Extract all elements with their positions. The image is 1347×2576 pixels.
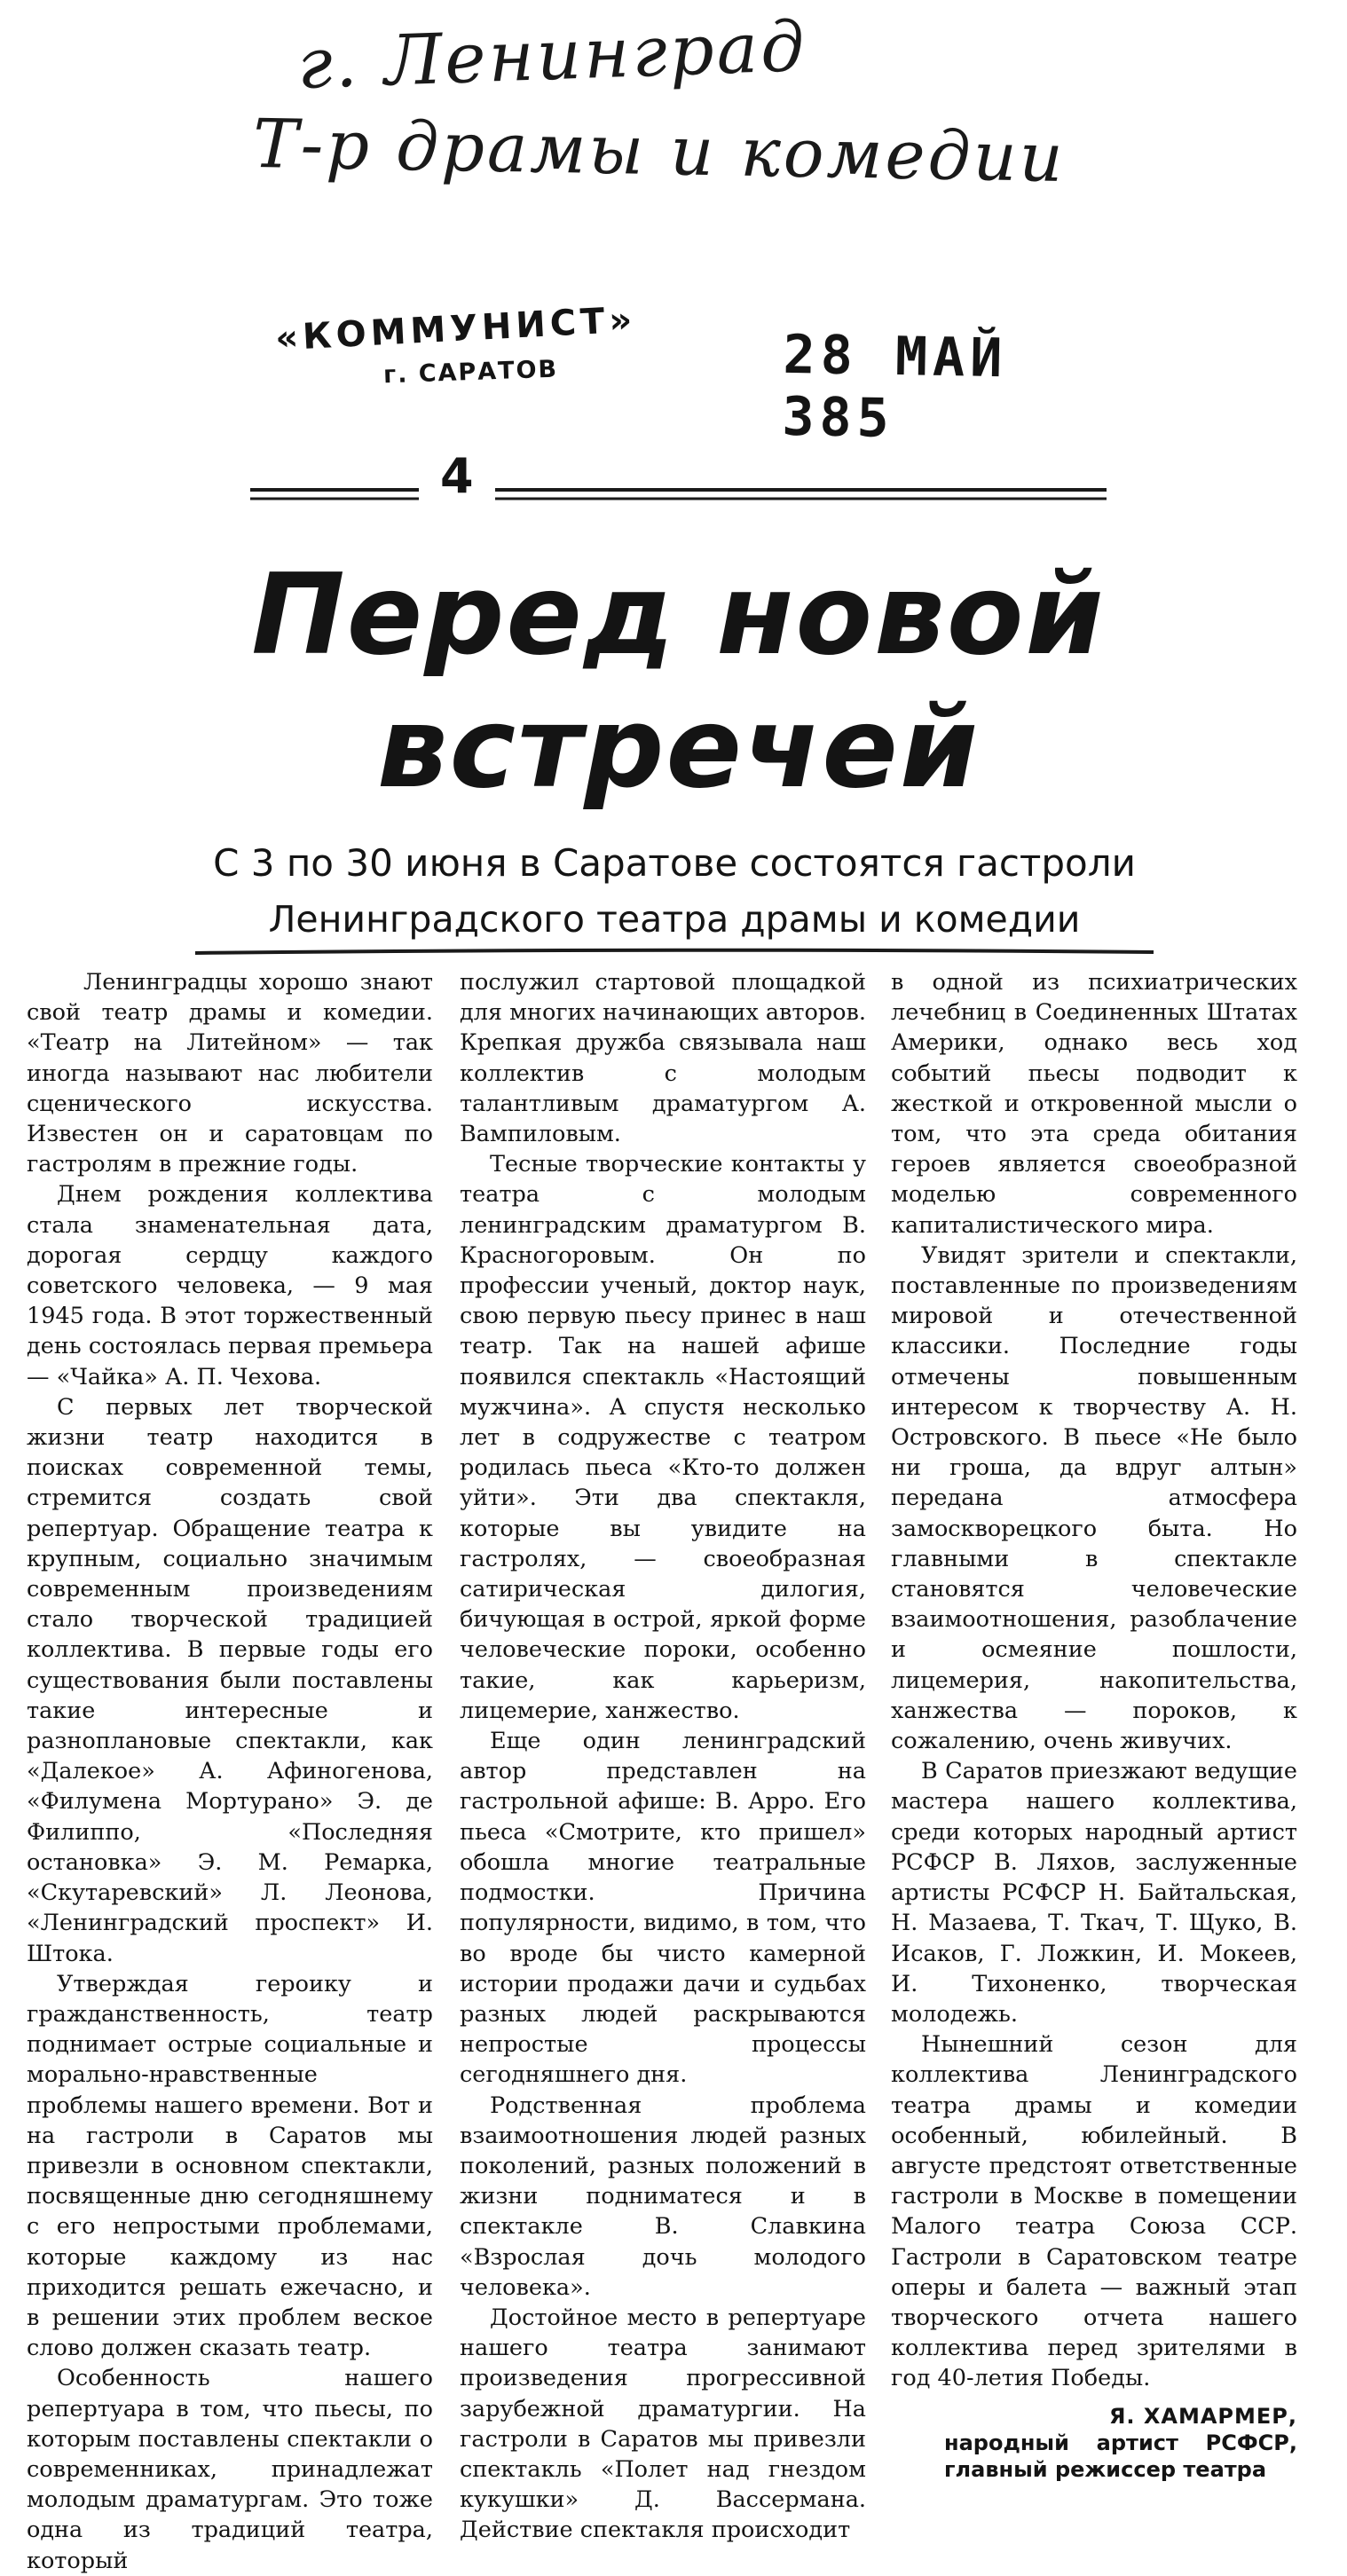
headline-line-2: встречей [376,682,981,813]
newspaper-masthead [250,282,1107,823]
author-signature [891,2403,1297,2483]
article-paragraph: С первых лет творческой жизни театр находится в поисках современной темы, стремится создать свой репертуар. Обращение театра к крупным, социально значимым современным произведениям стало творческой традицией коллектива. В первые годы его существования были поставлены такие интересные и разноплановые спектакли, как «Далекое» А. Афиногенова, «Филумена Мортурано» Э. де Филиппо, «Последняя остановка» Э. М. Ремарка, «Скутаревский» Л. Леонова, «Ленинградский проспект» И. Штока. [27,1393,433,1967]
newspaper-city: г. САРАТОВ [382,355,559,390]
handwritten-city-note: г. Ленинград [295,7,808,105]
author-role: народный артист РСФСР, главный режиссер театра [944,2430,1297,2482]
subheadline-rule [195,948,1154,957]
article-paragraph: Особенность нашего репертуара в том, что пьесы, по которым поставлены спектакли о современниках, принадлежат молодым драматургам. Это тоже одна из традиций театра, который [27,2365,433,2574]
headline [250,548,1107,815]
newspaper-name: «КОММУНИСТ» [274,299,638,359]
article-paragraph: в одной из психиатрических лечебниц в Соединенных Штатах Америки, однако весь ход событий пьесы подводит к жесткой и откровенной мысли о том, что эта среда обитания героев является своеобразной моделью современного капиталистического мира. [891,969,1297,1239]
article-paragraph: Достойное место в репертуаре нашего театра занимают произведения прогрессивной зарубежной драматургии. На гастроли в Саратов мы привезли спектакль «Полет над гнездом кукушки» Д. Вассермана. Действие спектакля происходит [460,2304,866,2544]
headline-line-1: Перед новой [251,549,1106,680]
subheadline-line-2: Ленинградского театра драмы и комедии [268,898,1081,941]
article-column-2 [460,967,866,2544]
page-number: 4 [419,448,495,504]
article-paragraph: В Саратов приезжают ведущие мастера нашего коллектива, среди которых народный артист РСФСР В. Ляхов, заслуженные артисты РСФСР Н. Байтальская, Н. Мазаева, Т. Ткач, Т. Щуко, В. Исаков, Г. Ложкин, И. Мокеев, И. Тихоненко, творческая молодежь. [891,1758,1297,2028]
article-paragraph: Ленинградцы хорошо знают свой театр драмы и комедии. «Театр на Литейном» — так иногда называют нас любители сценического искусства. Известен он и саратовцам по гастролям в прежние годы. [27,969,433,1178]
article-paragraph: Днем рождения коллектива стала знаменательная дата, дорогая сердцу каждого советского человека, — 9 мая 1945 года. В этот торжественный день состоялась первая премьера — «Чайка» А. П. Чехова. [27,1181,433,1390]
handwritten-theatre-note: Т-р драмы и комедии [252,104,1067,197]
article-paragraph: Родственная проблема взаимоотношения людей разных поколений, разных положений в жизни подниматеся и в спектакле В. Славкина «Взрослая дочь молодого человека». [460,2092,866,2301]
subheadline-line-1: С 3 по 30 июня в Саратове состоятся гастроли [213,841,1136,885]
page-rule [250,469,1107,522]
article-paragraph: Нынешний сезон для коллектива Ленинградского театра драмы и комедии особенный, юбилейный. В августе предстоят ответственные гастроли в Москве в помещении Малого театра Союза ССР. Гастроли в Саратовском театре оперы и балета — важный этап творческого отчета нашего коллектива перед зрителями в год 40-летия Победы. [891,2031,1297,2392]
article-column-3 [891,967,1297,2482]
article-paragraph: послужил стартовой площадкой для многих начинающих авторов. Крепкая дружба связывала наш коллектив с молодым талантливым драматургом А. Вампиловым. [460,969,866,1148]
article-paragraph: Тесные творческие контакты у театра с молодым ленинградским драматургом В. Красногоровым. Он по профессии ученый, доктор наук, свою первую пьесу принес в наш театр. Так на нашей афише появился спектакль «Настоящий мужчина». А спустя несколько лет в содружестве с театром родилась пьеса «Кто-то должен уйти». Эти два спектакля, которые вы увидите на гастролях, — своеобразная сатирическая дилогия, бичующая в острой, яркой форме человеческие пороки, особенно такие, как карьеризм, лицемерие, ханжество. [460,1151,866,1724]
article-paragraph: Утверждая героику и гражданственность, театр поднимает острые социальные и морально-нравственные проблемы нашего времени. Вот и на гастроли в Саратов мы привезли в основном спектакли, посвященные дню сегодняшнему с его непростыми проблемами, которые каждому из нас приходится решать ежечасно, и в решении этих проблем веское слово должен сказать театр. [27,1970,433,2362]
date-stamp: 28 МАЙ 385 [781,323,1008,451]
author-name: Я. ХАМАРМЕР, [1108,2403,1297,2429]
article-paragraph: Увидят зрители и спектакли, поставленные по произведениям мировой и отечественной классики. Последние годы отмечены повышенным интересом к творчеству А. Н. Островского. В пьесе «Не было ни гроша, да вдруг алтын» передана атмосфера замоскворецкого быта. Но главными в спектакле становятся человеческие взаимоотношения, разоблачение и осмеяние пошлости, лицемерия, накопительства, ханжества — пороков, к сожалению, очень живучих. [891,1241,1297,1755]
article-paragraph: Еще один ленинградский автор представлен на гастрольной афише: В. Арро. Его пьеса «Смотрите, кто пришел» обошла многие театральные подмостки. Причина популярности, видимо, в том, что во вроде бы чисто камерной истории продажи дачи и судьбах разных людей раскрываются непростые процессы сегодняшнего дня. [460,1728,866,2089]
article-column-1 [27,967,433,2574]
